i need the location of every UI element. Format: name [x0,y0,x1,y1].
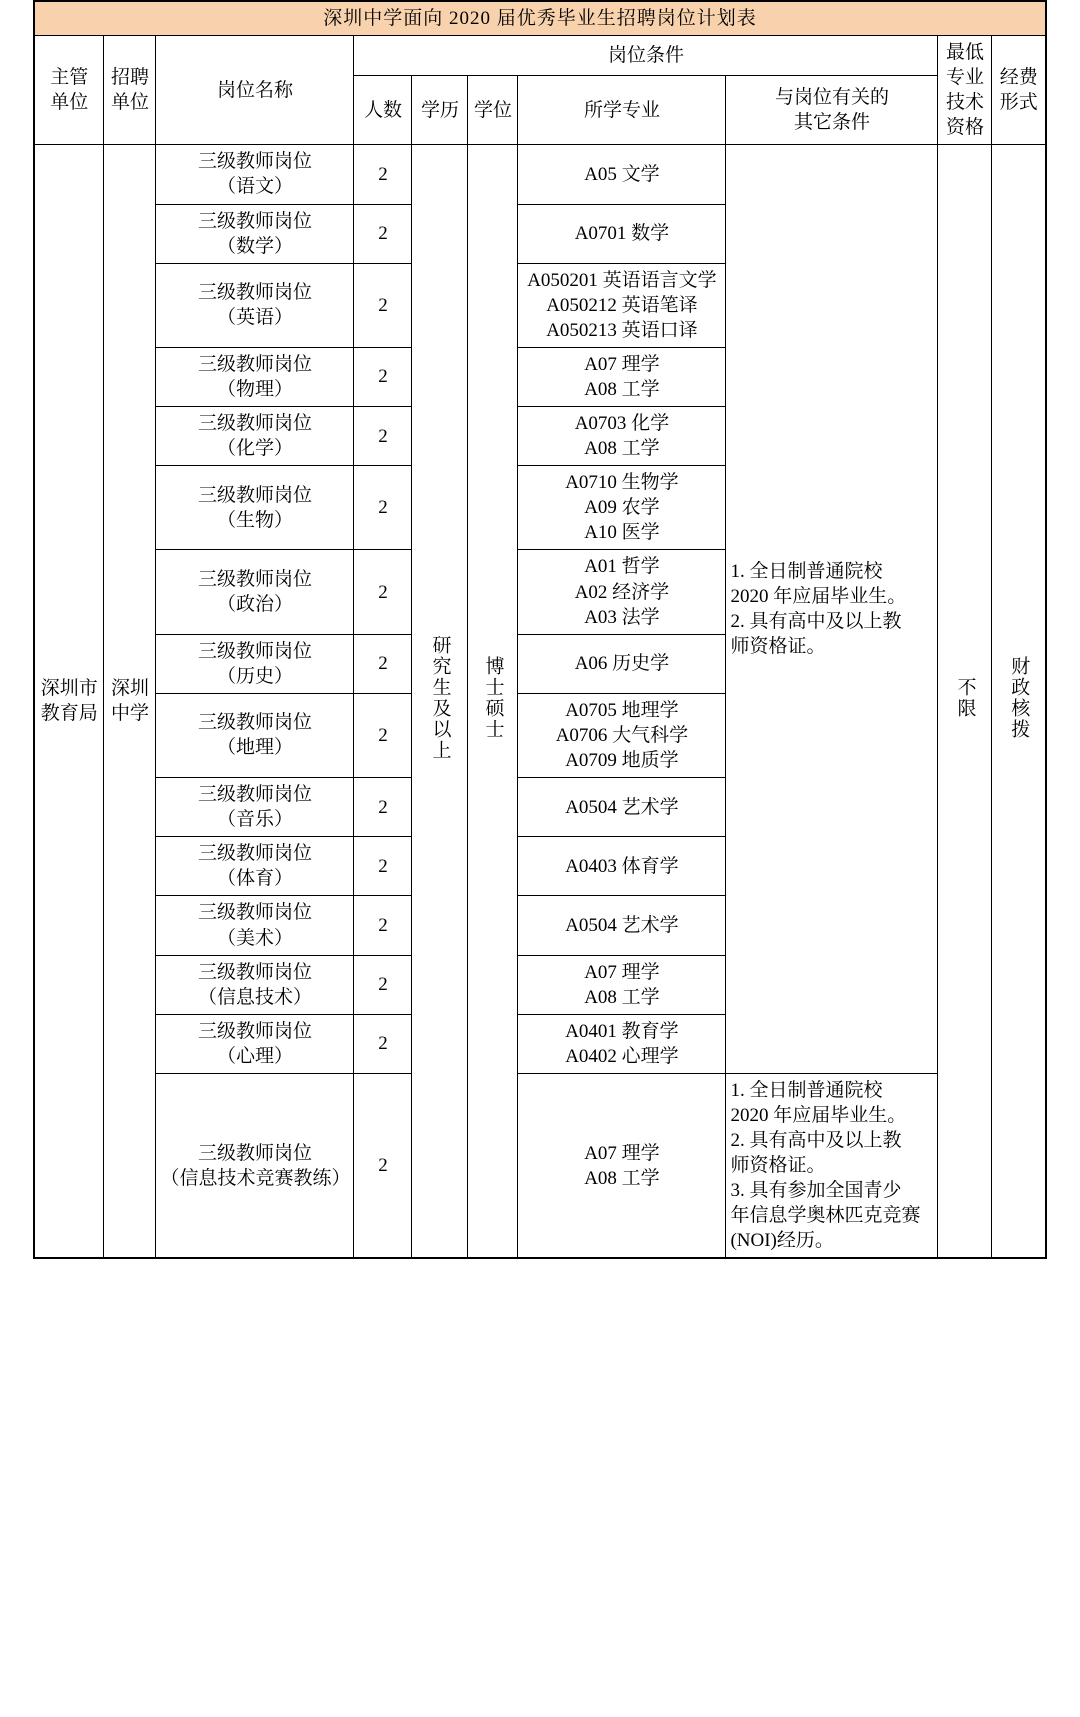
cell-funding: 财政核拨 [992,145,1046,1259]
cell-post-name: 三级教师岗位 （美术） [156,896,354,955]
cell-post-name: 三级教师岗位 （历史） [156,634,354,693]
cell-number: 2 [354,466,412,550]
cell-major: A05 文学 [518,145,726,204]
cell-post-name: 三级教师岗位 （体育） [156,837,354,896]
cell-major: A0703 化学 A08 工学 [518,407,726,466]
recruitment-plan-table [33,0,1047,1259]
header-major: 所学专业 [518,76,726,145]
cell-major: A0710 生物学 A09 农学 A10 医学 [518,466,726,550]
cell-major: A06 历史学 [518,634,726,693]
cell-post-name: 三级教师岗位 （语文） [156,145,354,204]
header-education: 学历 [412,76,468,145]
cell-number: 2 [354,204,412,263]
cell-major: A050201 英语语言文学 A050212 英语笔译 A050213 英语口译 [518,263,726,347]
cell-post-name: 三级教师岗位 （信息技术） [156,955,354,1014]
table-title-row [34,1,1046,36]
cell-number: 2 [354,837,412,896]
cell-major: A0504 艺术学 [518,896,726,955]
cell-number: 2 [354,896,412,955]
header-funding: 经费 形式 [992,36,1046,145]
header-conditions-group: 岗位条件 [354,36,938,76]
cell-major: A07 理学 A08 工学 [518,347,726,406]
cell-education: 研究生及以上 [412,145,468,1259]
table-row [34,145,1046,204]
cell-major: A0705 地理学 A0706 大气科学 A0709 地质学 [518,693,726,777]
header-dept: 主管 单位 [34,36,104,145]
cell-post-name: 三级教师岗位 （政治） [156,550,354,634]
header-row-1 [34,36,1046,76]
cell-number: 2 [354,693,412,777]
cell-post-name: 三级教师岗位 （化学） [156,407,354,466]
cell-number: 2 [354,145,412,204]
cell-post-name: 三级教师岗位 （音乐） [156,778,354,837]
cell-major: A0403 体育学 [518,837,726,896]
header-number: 人数 [354,76,412,145]
header-unit: 招聘 单位 [104,36,156,145]
header-other-conditions: 与岗位有关的 其它条件 [726,76,938,145]
cell-post-name: 三级教师岗位 （心理） [156,1014,354,1073]
cell-post-name: 三级教师岗位 （数学） [156,204,354,263]
cell-number: 2 [354,955,412,1014]
cell-degree: 博士硕士 [468,145,518,1259]
cell-post-name: 三级教师岗位 （生物） [156,466,354,550]
cell-post-name: 三级教师岗位 （物理） [156,347,354,406]
cell-post-name: 三级教师岗位 （英语） [156,263,354,347]
cell-major: A07 理学 A08 工学 [518,955,726,1014]
cell-number: 2 [354,263,412,347]
cell-other-conditions: 1. 全日制普通院校 2020 年应届毕业生。 2. 具有高中及以上教 师资格证。 [726,145,938,1074]
cell-number: 2 [354,634,412,693]
cell-number: 2 [354,347,412,406]
cell-dept: 深圳市 教育局 [34,145,104,1259]
cell-number: 2 [354,550,412,634]
cell-qualification: 不限 [938,145,992,1259]
header-post-name: 岗位名称 [156,36,354,145]
cell-number: 2 [354,1014,412,1073]
cell-number: 2 [354,778,412,837]
cell-major: A07 理学 A08 工学 [518,1073,726,1258]
table-row [34,1073,1046,1258]
header-degree: 学位 [468,76,518,145]
cell-major: A0701 数学 [518,204,726,263]
cell-major: A0401 教育学 A0402 心理学 [518,1014,726,1073]
cell-number: 2 [354,1073,412,1258]
cell-unit: 深圳 中学 [104,145,156,1259]
cell-major: A0504 艺术学 [518,778,726,837]
cell-number: 2 [354,407,412,466]
page-title: 深圳中学面向 2020 届优秀毕业生招聘岗位计划表 [34,1,1046,36]
cell-other-conditions-special: 1. 全日制普通院校 2020 年应届毕业生。 2. 具有高中及以上教 师资格证。 3. 具有参加全国青少 年信息学奥林匹克竞赛 (NOI)经历。 [726,1073,938,1258]
cell-post-name: 三级教师岗位 （地理） [156,693,354,777]
cell-post-name: 三级教师岗位 （信息技术竞赛教练） [156,1073,354,1258]
header-qualification: 最低 专业 技术 资格 [938,36,992,145]
cell-major: A01 哲学 A02 经济学 A03 法学 [518,550,726,634]
